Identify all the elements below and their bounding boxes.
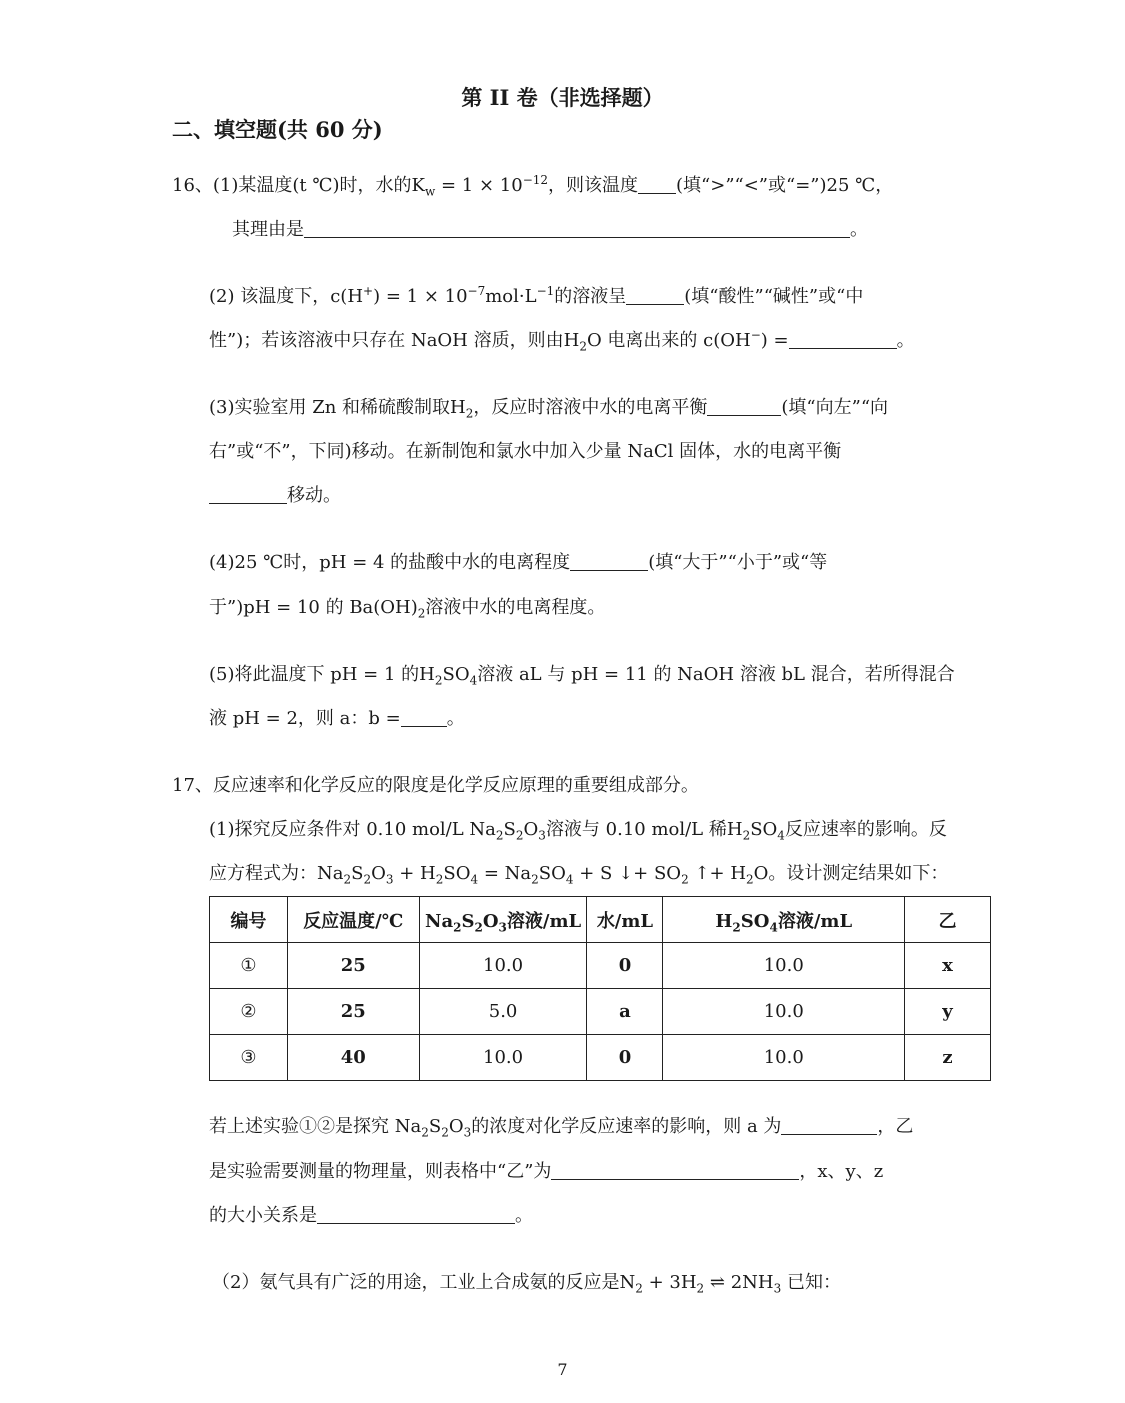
cell-na2s2o3: 10.0	[419, 1035, 587, 1081]
page-number: 7	[557, 1360, 568, 1379]
cell-h2so4: 10.0	[663, 1035, 905, 1081]
cell-id: ①	[210, 943, 288, 989]
cell-yi: y	[905, 989, 991, 1035]
q16-part1-line1: 16、(1)某温度(t ℃)时，水的$K_w = 1 \times 10^{-12}$，则该温度 (填“>”“<”或“=”)25 ℃，	[172, 173, 894, 199]
answer-blank[interactable]	[209, 485, 287, 504]
q17-part1-line1: (1)探究反应条件对 0.10 mol/L $Na_2S_2O_3$溶液与 0.10 mol/L 稀$H_2SO_4$反应速率的影响。反	[209, 819, 947, 843]
cell-id: ②	[210, 989, 288, 1035]
header-temperature: 反应温度/℃	[287, 897, 419, 943]
cell-temperature: 25	[287, 989, 419, 1035]
answer-blank[interactable]	[626, 286, 684, 305]
cell-na2s2o3: 5.0	[419, 989, 587, 1035]
cell-water: 0	[587, 1035, 663, 1081]
q17-intro: 17、反应速率和化学反应的限度是化学反应原理的重要组成部分。	[172, 775, 699, 796]
header-na2s2o3: $Na_2S_2O_3$溶液/mL	[419, 897, 587, 943]
q16-part4-line2: 于”)pH = 10 的 $Ba(OH)_2$溶液中水的电离程度。	[209, 597, 606, 621]
answer-blank[interactable]	[401, 708, 447, 727]
answer-blank[interactable]	[789, 330, 897, 349]
header-id: 编号	[210, 897, 288, 943]
answer-blank[interactable]	[638, 175, 676, 194]
answer-blank[interactable]	[317, 1205, 515, 1224]
cell-temperature: 40	[287, 1035, 419, 1081]
experiment-table	[209, 896, 991, 1081]
q16-part2-line2: 性”)；若该溶液中只存在 NaOH 溶质，则由$H_2O$ 电离出来的 c(OH−) = 。	[209, 328, 915, 354]
cell-water: a	[587, 989, 663, 1035]
answer-blank[interactable]	[570, 552, 648, 571]
q16-part1-line2: 其理由是 。	[232, 219, 868, 240]
q16-part3-line2: 右”或“不”，下同)移动。在新制饱和氯水中加入少量 NaCl 固体，水的电离平衡	[209, 441, 842, 462]
q17-after-line2: 是实验需要测量的物理量，则表格中“乙”为 ，x、y、z	[209, 1161, 884, 1182]
q17-after-line3: 的大小关系是 。	[209, 1205, 533, 1226]
answer-blank[interactable]	[551, 1161, 799, 1180]
q16-part5-line1: (5)将此温度下 pH = 1 的$H_2SO_4$溶液 aL 与 pH = 11 的 NaOH 溶液 bL 混合，若所得混合	[209, 664, 955, 688]
header-h2so4: $H_2SO_4$溶液/mL	[663, 897, 905, 943]
q16-part2-line1: (2) 该温度下，$c(H^+) = 1 \times 10^{-7}mol\cdot L^{-1}$的溶液呈 (填“酸性”“碱性”或“中	[209, 284, 864, 307]
page-title: 第 II 卷（非选择题）	[461, 85, 664, 110]
header-yi: 乙	[905, 897, 991, 943]
table-header-row	[210, 897, 991, 943]
table-row	[210, 989, 991, 1035]
cell-h2so4: 10.0	[663, 989, 905, 1035]
answer-blank[interactable]	[707, 397, 781, 416]
q17-equation-line: 应方程式为：$Na_2S_2O_3 + H_2SO_4 = Na_2SO_4 + S$ ↓+ $SO_2$ ↑+ $H_2O$。设计测定结果如下：	[209, 863, 949, 887]
cell-h2so4: 10.0	[663, 943, 905, 989]
q17-after-line1: 若上述实验①②是探究 $Na_2S_2O_3$的浓度对化学反应速率的影响，则 a 为 ，乙	[209, 1116, 914, 1140]
section-heading: 二、填空题(共 60 分)	[172, 117, 383, 142]
table-row	[210, 1035, 991, 1081]
q16-part3-line1: (3)实验室用 Zn 和稀硫酸制取$H_2$，反应时溶液中水的电离平衡 (填“向左”“向	[209, 397, 889, 421]
cell-id: ③	[210, 1035, 288, 1081]
answer-blank[interactable]	[304, 219, 850, 238]
q16-part3-line3: 移动。	[209, 484, 341, 508]
table-row	[210, 943, 991, 989]
cell-water: 0	[587, 943, 663, 989]
answer-blank[interactable]	[781, 1116, 877, 1135]
cell-yi: z	[905, 1035, 991, 1081]
header-water: 水/mL	[587, 897, 663, 943]
q17-part2-line: （2）氨气具有广泛的用途，工业上合成氨的反应是$N_2 + 3H_2$ ⇌ $2NH_3$ 已知：	[212, 1272, 841, 1296]
cell-yi: x	[905, 943, 991, 989]
q16-part5-line2: 液 pH = 2，则 a：b = 。	[209, 708, 465, 729]
cell-temperature: 25	[287, 943, 419, 989]
q16-part4-line1: (4)25 ℃时，pH = 4 的盐酸中水的电离程度 (填“大于”“小于”或“等	[209, 552, 828, 573]
cell-na2s2o3: 10.0	[419, 943, 587, 989]
